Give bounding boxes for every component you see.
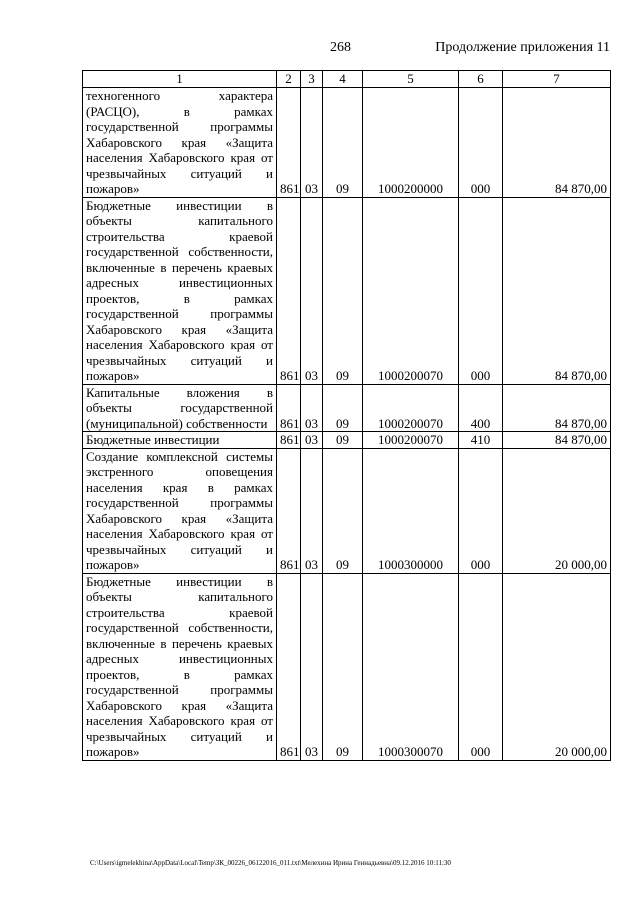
cell-amount: 84 870,00 [503,197,611,384]
cell-subsection: 09 [323,197,363,384]
cell-target-article: 1000200000 [363,88,459,198]
cell-expense-type: 000 [459,448,503,573]
cell-target-article: 1000200070 [363,197,459,384]
cell-section: 03 [301,432,323,449]
table-row [83,432,611,449]
page-number: 268 [330,40,351,55]
cell-amount: 84 870,00 [503,432,611,449]
cell-subsection: 09 [323,432,363,449]
table-row [83,197,611,384]
cell-expense-type: 400 [459,384,503,432]
col-header-1: 1 [83,71,277,88]
cell-subsection: 09 [323,88,363,198]
cell-expense-type: 410 [459,432,503,449]
cell-target-article: 1000300070 [363,573,459,760]
cell-subsection: 09 [323,384,363,432]
header-row [83,71,611,88]
cell-section: 03 [301,573,323,760]
table-row [83,88,611,198]
cell-target-article: 1000200070 [363,432,459,449]
cell-section: 03 [301,88,323,198]
cell-ministry: 861 [277,197,301,384]
row-name: Создание комплексной системы экстренного оповещения населения края в рамках государственной программы Хабаровского края «Защита населения Хабаровского края от чрезвычайных ситуаций и пожаров» [83,448,277,573]
row-name: Бюджетные инвестиции в объекты капитального строительства краевой государственной собственности, включенные в перечень краевых адресных инвестиционных проектов, в рамках государственной программы Хабаровского края «Защита населения Хабаровского края от чрезвычайных ситуаций и пожаров» [83,197,277,384]
cell-target-article: 1000200070 [363,384,459,432]
appendix-label: Продолжение приложения 11 [435,40,610,55]
col-header-3: 3 [301,71,323,88]
file-path-footer: C:\Users\igmelekhina\AppData\Local\Temp\ЗК_00226_06122016_011.txt\Мелехина Ирина Геннадьевна\09.12.2016 10:11:30 [90,859,451,867]
table-row [83,573,611,760]
row-name: Бюджетные инвестиции в объекты капитального строительства краевой государственной собственности, включенные в перечень краевых адресных инвестиционных проектов, в рамках государственной программы Хабаровского края «Защита населения Хабаровского края от чрезвычайных ситуаций и пожаров» [83,573,277,760]
cell-subsection: 09 [323,573,363,760]
col-header-7: 7 [503,71,611,88]
cell-ministry: 861 [277,448,301,573]
table-row [83,448,611,573]
cell-target-article: 1000300000 [363,448,459,573]
cell-ministry: 861 [277,88,301,198]
col-header-2: 2 [277,71,301,88]
row-name: техногенного характера (РАСЦО), в рамках государственной программы Хабаровского края «Защита населения Хабаровского края от чрезвычайных ситуаций и пожаров» [83,88,277,198]
cell-amount: 84 870,00 [503,88,611,198]
cell-expense-type: 000 [459,88,503,198]
cell-expense-type: 000 [459,197,503,384]
cell-ministry: 861 [277,573,301,760]
cell-section: 03 [301,384,323,432]
cell-ministry: 861 [277,432,301,449]
cell-amount: 84 870,00 [503,384,611,432]
cell-section: 03 [301,197,323,384]
row-name: Бюджетные инвестиции [83,432,277,449]
cell-section: 03 [301,448,323,573]
budget-table [82,70,611,761]
col-header-6: 6 [459,71,503,88]
cell-amount: 20 000,00 [503,573,611,760]
col-header-4: 4 [323,71,363,88]
cell-subsection: 09 [323,448,363,573]
row-name: Капитальные вложения в объекты государственной (муниципальной) собственности [83,384,277,432]
cell-expense-type: 000 [459,573,503,760]
table-row [83,384,611,432]
cell-amount: 20 000,00 [503,448,611,573]
col-header-5: 5 [363,71,459,88]
cell-ministry: 861 [277,384,301,432]
